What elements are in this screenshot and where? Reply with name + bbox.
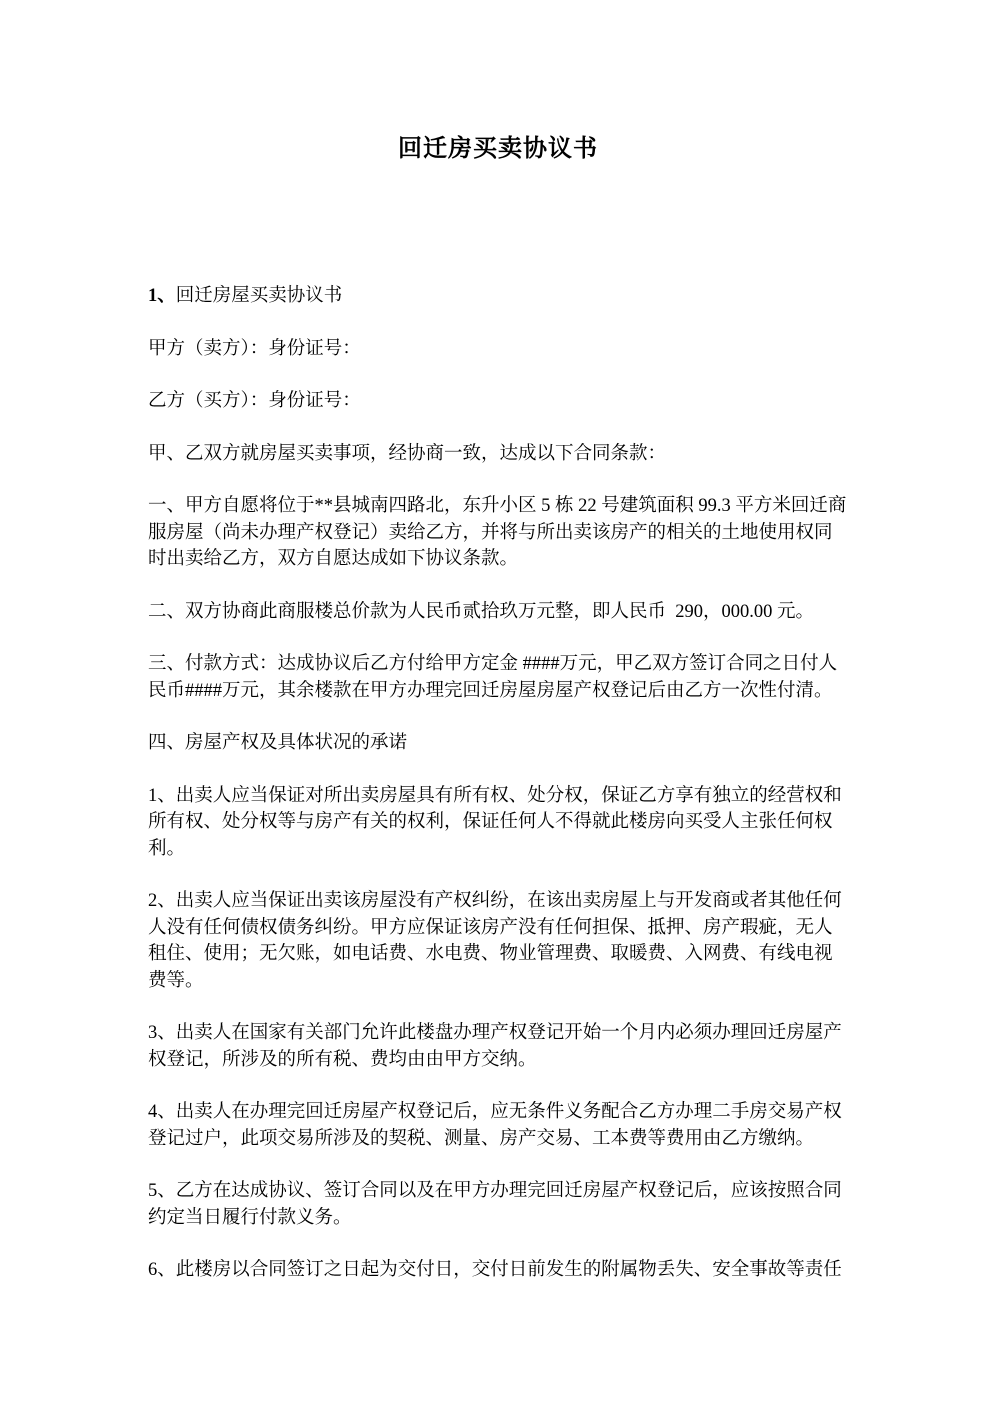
paragraph-preamble: 甲、乙双方就房屋买卖事项，经协商一致，达成以下合同条款： <box>148 443 667 464</box>
paragraph-party-a: 甲方（卖方）：身份证号： <box>148 338 361 359</box>
clause-2-total-price: 二、双方协商此商服楼总价款为人民币贰拾玖万元整，即人民币 290，000.00 元。 <box>148 601 815 622</box>
document-title: 回迁房买卖协议书 <box>398 136 598 162</box>
clause-1-property-description: 一、甲方自愿将位于**县城南四路北，东升小区 5 栋 22 号建筑面积 99.3 平方米回迁商服房屋（尚未办理产权登记）卖给乙方，并将与所出卖该房产的相关的土地使用权同时出卖给乙方，双方自愿达成如下协议条款。 <box>148 496 847 569</box>
paragraph-party-b: 乙方（买方）：身份证号： <box>148 391 361 411</box>
clause-list-heading-text: 回迁房屋买卖协议书 <box>175 286 343 306</box>
clause-4-item-1-ownership-guarantee: 1、出卖人应当保证对所出卖房屋具有所有权、处分权，保证乙方享有独立的经营权和所有权、处分权等与房产有关的权利，保证任何人不得就此楼房向买受人主张任何权利。 <box>148 785 842 859</box>
clause-4-item-4-transfer-cooperation: 4、出卖人在办理完回迁房屋产权登记后，应无条件义务配合乙方办理二手房交易产权登记过户，此项交易所涉及的契税、测量、房产交易、工本费等费用由乙方缴纳。 <box>148 1102 842 1149</box>
clause-4-item-2-no-disputes: 2、出卖人应当保证出卖该房屋没有产权纠纷，在该出卖房屋上与开发商或者其他任何人没有任何债权债务纠纷。甲方应保证该房产没有任何担保、抵押、房产瑕疵，无人租住、使用；无欠账，如电话费、水电费、物业管理费、取暖费、入网费、有线电视费等。 <box>148 891 842 991</box>
clause-list-number: 1、 <box>148 286 176 306</box>
clause-list-heading <box>148 283 848 310</box>
clause-4-item-3-registration-obligation: 3、出卖人在国家有关部门允许此楼盘办理产权登记开始一个月内必须办理回迁房屋产权登记，所涉及的所有税、费均由由甲方交纳。 <box>148 1023 842 1070</box>
clause-3-payment-method: 三、付款方式：达成协议后乙方付给甲方定金 ####万元，甲乙双方签订合同之日付人民币####万元，其余楼款在甲方办理完回迁房屋房屋产权登记后由乙方一次性付清。 <box>148 654 838 701</box>
clause-4-item-6-delivery-date: 6、此楼房以合同签订之日起为交付日，交付日前发生的附属物丢失、安全事故等责任 <box>148 1260 842 1280</box>
clause-4-item-5-payment-obligation: 5、乙方在达成协议、签订合同以及在甲方办理完回迁房屋产权登记后，应该按照合同约定当日履行付款义务。 <box>148 1181 842 1228</box>
clause-4-heading: 四、房屋产权及具体状况的承诺 <box>148 733 408 753</box>
